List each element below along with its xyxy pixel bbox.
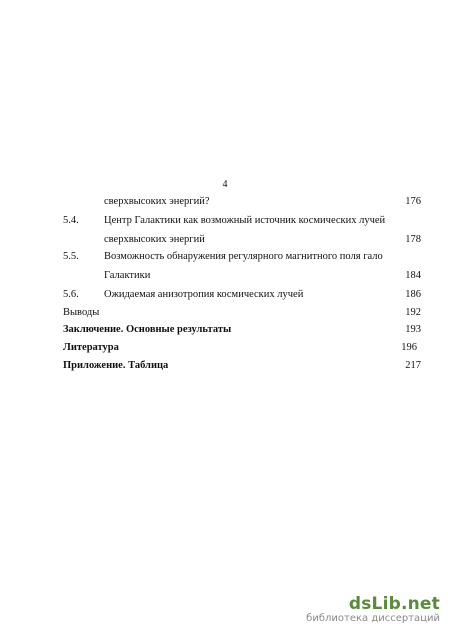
toc-entry-page: 193	[405, 324, 421, 335]
toc-entry-page: 178	[405, 234, 421, 245]
toc-entry-page: 184	[405, 270, 421, 281]
dslib-watermark	[290, 594, 440, 626]
toc-entry-text: сверхвысоких энергий?	[104, 196, 210, 207]
toc-entry-number: 5.4.	[63, 215, 79, 226]
toc-entry-page: 176	[405, 196, 421, 207]
dslib-subtitle: библиотека диссертаций	[306, 613, 440, 624]
dslib-logo: dsLib.net	[348, 594, 440, 614]
toc-entry-text: Ожидаемая анизотропия космических лучей	[104, 289, 304, 300]
page-number: 4	[222, 179, 228, 190]
toc-entry-number: 5.6.	[63, 289, 79, 300]
toc-entry-text: Возможность обнаружения регулярного магнитного поля гало	[104, 251, 383, 262]
toc-entry-text: сверхвысоких энергий	[104, 234, 205, 245]
toc-entry-number: 5.5.	[63, 251, 79, 262]
toc-entry-page: 196	[401, 342, 417, 353]
toc-entry-text: Литература	[63, 342, 119, 353]
toc-entry-text: Заключение. Основные результаты	[63, 324, 232, 335]
toc-entry-page: 192	[405, 307, 421, 318]
toc-entry-page: 186	[405, 289, 421, 300]
toc-entry-text: Приложение. Таблица	[63, 360, 169, 371]
toc-entry-text: Галактики	[104, 270, 151, 281]
toc-entry-text: Выводы	[63, 307, 100, 318]
toc-entry-page: 217	[405, 360, 421, 371]
toc-entry-text: Центр Галактики как возможный источник космических лучей	[104, 215, 386, 226]
